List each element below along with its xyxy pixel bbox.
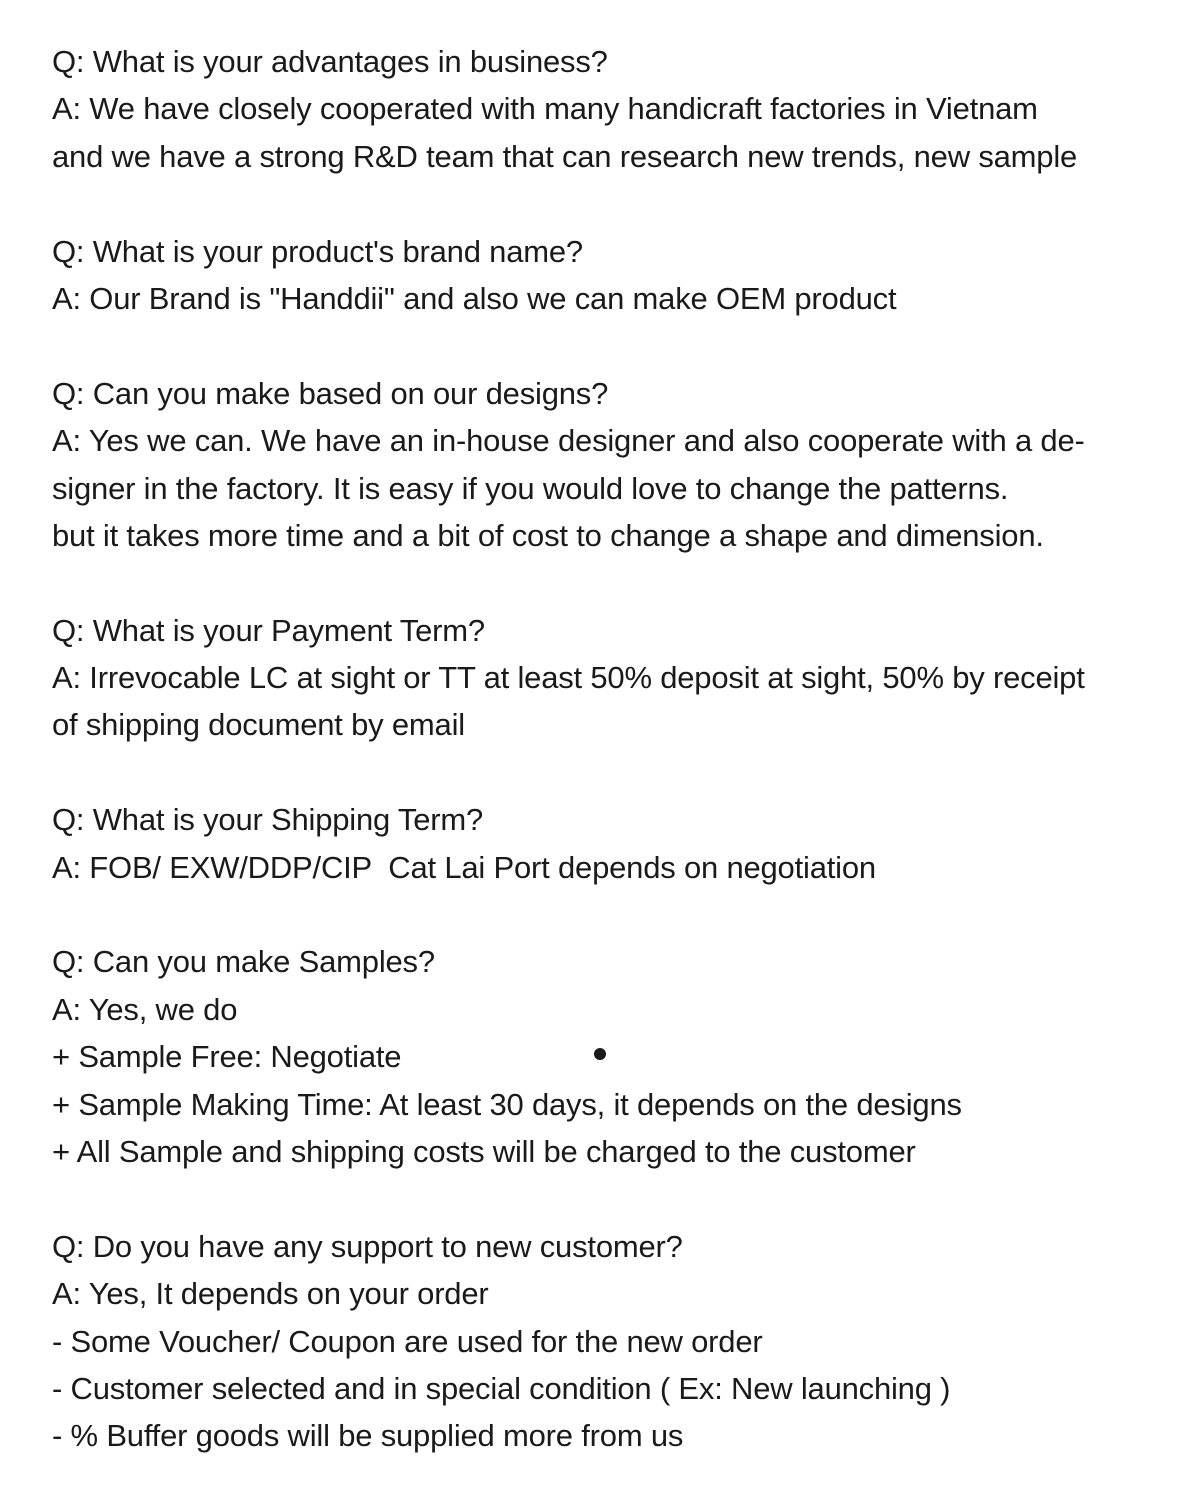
question-text: Q: What is your Payment Term? <box>52 612 485 648</box>
answer-list-item: - Customer selected and in special condition ( Ex: New launching ) <box>52 1370 951 1406</box>
faq-item-shipping-term <box>52 796 1172 891</box>
answer-list-item: + All Sample and shipping costs will be charged to the customer <box>52 1133 916 1169</box>
section-gap <box>52 180 1172 227</box>
answer-list-item: - % Buffer goods will be supplied more from us <box>52 1418 684 1454</box>
section-gap <box>52 559 1172 606</box>
faq-item-payment-term <box>52 607 1172 749</box>
faq-item-new-customer-support <box>52 1223 1172 1460</box>
answer-text: A: Irrevocable LC at sight or TT at least 50% deposit at sight, 50% by receipt <box>52 660 1085 696</box>
section-gap <box>52 891 1172 938</box>
question-text: Q: What is your advantages in business? <box>52 44 608 79</box>
answer-text: but it takes more time and a bit of cost to change a shape and dimension. <box>52 517 1044 553</box>
question-text: Q: Do you have any support to new customer? <box>52 1228 683 1264</box>
answer-list-item: - Some Voucher/ Coupon are used for the new order <box>52 1323 763 1359</box>
section-gap <box>52 1175 1172 1222</box>
answer-list-item: + Sample Making Time: At least 30 days, it depends on the designs <box>52 1086 962 1122</box>
faq-item-designs <box>52 370 1172 560</box>
faq-item-samples <box>52 938 1172 1175</box>
answer-text: A: FOB/ EXW/DDP/CIP Cat Lai Port depends on negotiation <box>52 849 876 885</box>
section-gap <box>52 322 1172 369</box>
answer-text: signer in the factory. It is easy if you would love to change the patterns. <box>52 470 1009 506</box>
faq-item-brand-name <box>52 228 1172 323</box>
answer-text: and we have a strong R&D team that can research new trends, new sample <box>52 138 1078 174</box>
question-text: Q: Can you make based on our designs? <box>52 375 609 411</box>
answer-text: A: Yes we can. We have an in-house designer and also cooperate with a de- <box>52 423 1085 459</box>
faq-item-advantages <box>52 38 1172 180</box>
question-text: Q: Can you make Samples? <box>52 944 435 980</box>
stray-dot-mark <box>594 1048 606 1060</box>
answer-text: A: We have closely cooperated with many handicraft factories in Vietnam <box>52 91 1038 127</box>
section-gap <box>52 749 1172 796</box>
answer-text: A: Our Brand is "Handdii" and also we can make OEM product <box>52 280 897 316</box>
answer-text: A: Yes, It depends on your order <box>52 1276 489 1312</box>
answer-list-item: + Sample Free: Negotiate <box>52 1039 402 1075</box>
question-text: Q: What is your product's brand name? <box>52 233 583 269</box>
faq-document <box>52 38 1172 1460</box>
answer-text: of shipping document by email <box>52 707 465 743</box>
question-text: Q: What is your Shipping Term? <box>52 802 484 838</box>
answer-text: A: Yes, we do <box>52 991 238 1027</box>
